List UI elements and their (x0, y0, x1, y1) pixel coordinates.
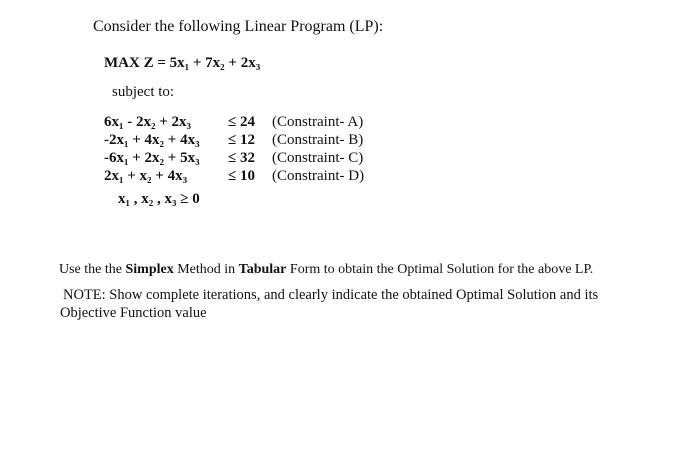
constraint-rhs: ≤ 24 (228, 114, 255, 130)
constraint-lhs: -6x₁ + 2x₂ + 5x₃ (104, 150, 200, 166)
instruction-part: Use the the (59, 262, 126, 277)
constraint-label: (Constraint- D) (272, 168, 365, 184)
constraint-label: (Constraint- B) (272, 132, 364, 148)
constraint-label: (Constraint- A) (272, 114, 364, 130)
problem-intro: Consider the following Linear Program (LP): (93, 18, 384, 35)
constraint-lhs: 6x₁ - 2x₂ + 2x₃ (104, 114, 192, 130)
instruction-text (59, 262, 593, 278)
constraints-table (104, 113, 364, 185)
constraint-label: (Constraint- C) (272, 150, 364, 166)
constraint-lhs: 2x₁ + x₂ + 4x₃ (104, 168, 188, 184)
note-text (60, 286, 650, 322)
constraint-rhs: ≤ 32 (228, 150, 255, 166)
note-body: NOTE: Show complete iterations, and clearly indicate the obtained Optimal Solution and its Objective Function value (60, 287, 599, 321)
constraint-rhs: ≤ 10 (228, 168, 255, 184)
subject-to-label: subject to: (112, 84, 175, 100)
objective-function: MAX Z = 5x₁ + 7x₂ + 2x₃ (104, 55, 261, 71)
constraint-row (104, 149, 364, 167)
simplex-keyword: Simplex (125, 262, 174, 277)
constraint-rhs: ≤ 12 (228, 132, 255, 148)
constraint-row (104, 113, 364, 131)
tabular-keyword: Tabular (238, 262, 287, 277)
constraint-row (104, 167, 364, 185)
constraint-lhs: -2x₁ + 4x₂ + 4x₃ (104, 132, 200, 148)
instruction-part: Method in (173, 262, 239, 277)
nonnegativity-constraint: x₁ , x₂ , x₃ ≥ 0 (118, 191, 200, 207)
constraint-row (104, 131, 364, 149)
instruction-part: Form to obtain the Optimal Solution for the above LP. (286, 262, 594, 277)
